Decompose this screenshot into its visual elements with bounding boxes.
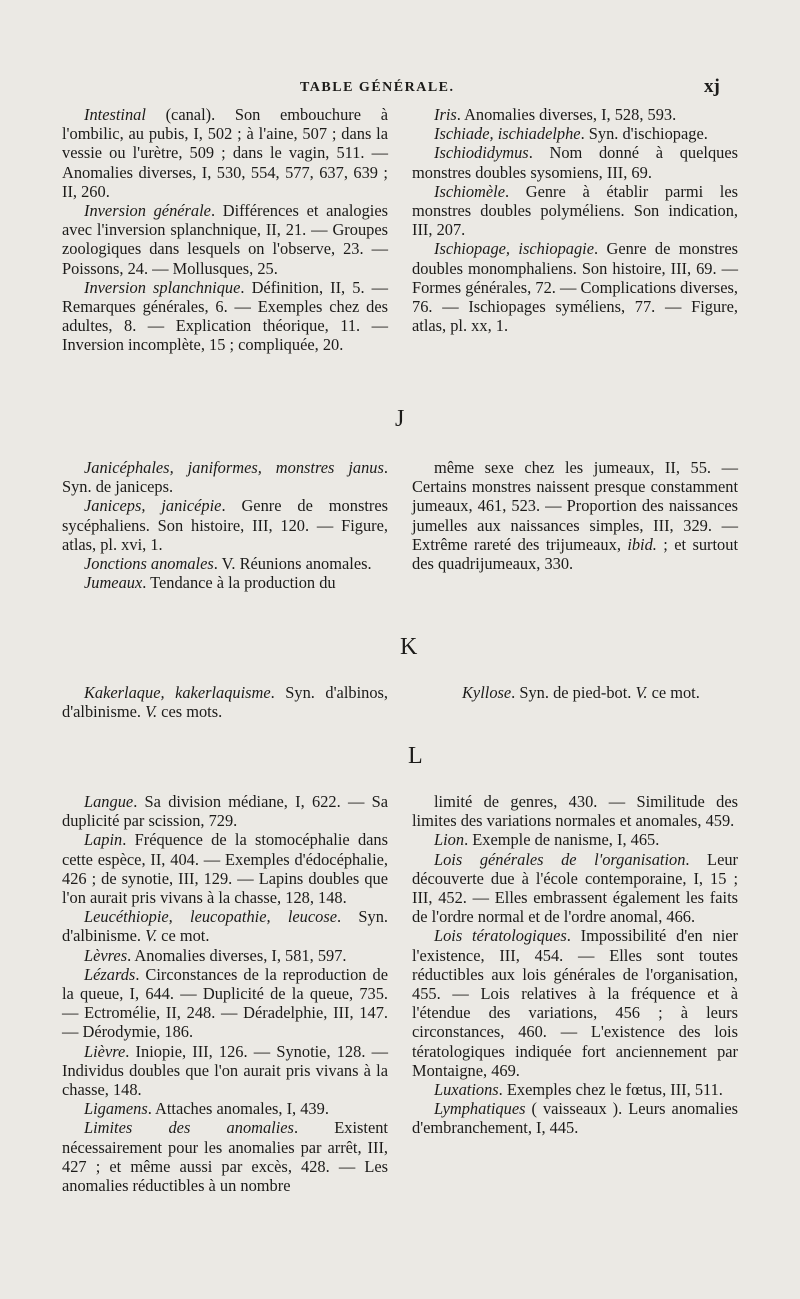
- entry-text: . Attaches anomales, I, 439.: [147, 1099, 329, 1119]
- index-entry: [62, 907, 388, 945]
- index-entry: [412, 1080, 738, 1099]
- index-entry: [62, 496, 388, 554]
- index-entry: [412, 239, 738, 335]
- section-j-left-column: [62, 458, 388, 592]
- entry-text: . Différences et analogies avec l'inversion splanchnique, II, 21. — Groupes zoologiques dans lesquels on l'observe, 23. — Poissons, 24. — Mollusques, 25.: [62, 201, 388, 278]
- index-entry: [412, 830, 738, 849]
- index-entry: [412, 124, 738, 143]
- section-i-right-column: [412, 105, 738, 335]
- entry-text: . Existent nécessairement pour les anomalies par arrêt, III, 427 ; et même aussi par excès, 428. — Les anomalies réductibles à un nombre: [62, 1118, 388, 1196]
- entry-term: V.: [145, 926, 158, 946]
- running-head: [0, 76, 800, 100]
- entry-term: ibid.: [627, 534, 657, 554]
- entry-text: ce mot.: [157, 926, 210, 946]
- entry-text: . Syn. de pied-bot.: [511, 683, 636, 702]
- entry-term: Lois tératologiques: [434, 926, 567, 946]
- entry-term: Lèvres: [84, 945, 128, 965]
- entry-text: . Exemples chez le fœtus, III, 511.: [498, 1080, 723, 1100]
- entry-text: . Iniopie, III, 126. — Synotie, 128. — Individus doubles que l'on aurait pris vivans à la chasse, 148.: [62, 1041, 388, 1100]
- index-entry: [62, 1042, 388, 1100]
- entry-text: . Syn. d'ischiopage.: [580, 124, 708, 144]
- index-entry: [62, 573, 388, 592]
- entry-text: . Circonstances de la reproduction de la queue, I, 644. — Duplicité de la queue, 735. — Ectromélie, II, 248. — Déradelphie, III, 147. — Dérodymie, 186.: [62, 964, 388, 1042]
- entry-text: . Syn. de janiceps.: [62, 458, 388, 497]
- index-entry: [440, 683, 740, 702]
- entry-term: Lois générales de l'organisation: [434, 849, 686, 869]
- entry-text: ce mot.: [647, 683, 700, 702]
- index-entry: [62, 554, 388, 573]
- entry-term: Janiceps, janicépie: [84, 496, 222, 516]
- entry-term: Iris: [434, 105, 457, 124]
- entry-term: Kyllose: [462, 683, 512, 702]
- entry-text: . Fréquence de la stomocéphalie dans cette espèce, II, 404. — Exemples d'édocéphalie, 426 ; de synotie, III, 129. — Lapins doubles que l'on aurait pris vivans à la chasse, 128, 148.: [62, 830, 388, 908]
- index-entry: [412, 792, 738, 830]
- index-entry: [62, 105, 388, 201]
- entry-term: Ischiade, ischiadelphe: [434, 124, 581, 144]
- index-entry: [412, 182, 738, 240]
- entry-text: . Sa division médiane, I, 622. — Sa duplicité par scission, 729.: [62, 792, 388, 831]
- entry-term: Intestinal: [84, 105, 146, 124]
- index-entry: [412, 850, 738, 927]
- entry-text: . Genre à établir parmi les monstres doubles polyméliens. Son indication, III, 207.: [412, 181, 738, 240]
- entry-term: Lapin: [84, 830, 123, 850]
- section-letter-j: J: [395, 406, 405, 432]
- entry-term: Ischiodidymus: [434, 143, 529, 163]
- entry-term: Langue: [84, 792, 134, 811]
- entry-term: Ligamens: [84, 1099, 148, 1119]
- page-number: xj: [704, 76, 720, 97]
- entry-text: . Genre de monstres sycéphaliens. Son histoire, III, 120. — Figure, atlas, pl. xvi, 1.: [62, 496, 388, 554]
- index-entry: [62, 792, 388, 830]
- running-head-title: TABLE GÉNÉRALE.: [300, 80, 455, 95]
- index-entry: [62, 1118, 388, 1195]
- section-i-left-column: [62, 105, 388, 355]
- entry-text: même sexe chez les jumeaux, II, 55. — Certains monstres naissent presque constamment jumeaux, 461, 523. — Proportion des naissances jumelles aux naissances simples, III, 329. — Extrême rareté des trijumeaux,: [412, 458, 738, 554]
- entry-term: Leucéthiopie, leucopathie, leucose: [84, 907, 338, 927]
- entry-text: . Impossibilité d'en nier l'existence, III, 454. — Elles sont toutes réductibles aux lois générales de l'organisation, 455. — Lois relatives à la fréquence et à l'étendue des variations, 456 ; à leurs circonstances, 460. — L'existence des lois tératologiques indiquée fort anciennement par Montaigne, 469.: [412, 926, 738, 1080]
- index-entry: [62, 946, 388, 965]
- entry-term: Ischiopage, ischiopagie: [434, 239, 594, 259]
- entry-term: Janicéphales, janiformes, monstres janus: [84, 458, 384, 477]
- entry-term: Kakerlaque, kakerlaquisme: [84, 683, 271, 702]
- entry-term: Ischiomèle: [434, 181, 505, 201]
- entry-text: . Exemple de nanisme, I, 465.: [464, 830, 660, 850]
- entry-term: Lièvre: [84, 1041, 126, 1061]
- entry-term: Luxations: [434, 1080, 499, 1100]
- entry-term: Lion: [434, 830, 465, 850]
- entry-text: limité de genres, 430. — Similitude des limites des variations normales et anomales, 459.: [412, 792, 738, 831]
- entry-text: . Anomalies diverses, I, 528, 593.: [456, 105, 677, 124]
- entry-term: Jumeaux: [84, 573, 143, 593]
- section-letter-l: L: [408, 743, 423, 769]
- entry-term: V.: [635, 683, 648, 702]
- index-entry: [62, 830, 388, 907]
- entry-term: Lézards: [84, 964, 136, 984]
- index-entry: [62, 278, 388, 355]
- entry-text: ; et surtout des quadrijumeaux, 330.: [412, 534, 738, 574]
- section-l-right-column: [412, 792, 738, 1138]
- entry-term: V.: [145, 702, 158, 722]
- index-entry: [62, 965, 388, 1042]
- index-entry: [62, 458, 388, 496]
- section-j-right-column: [412, 458, 738, 573]
- entry-term: Inversion splanchnique: [84, 277, 241, 297]
- index-entry: [62, 201, 388, 278]
- entry-text: . Anomalies diverses, I, 581, 597.: [127, 945, 347, 965]
- entry-text: . Genre de monstres doubles monomphaliens. Son histoire, III, 69. — Formes générales, 72. — Complications diverses, 76. — Ischiopages syméliens, 77. — Figure, atlas, pl. xx, 1.: [412, 239, 738, 336]
- entry-text: . Syn. d'albinos, d'albinisme.: [62, 683, 388, 722]
- section-k-left-column: [62, 683, 388, 721]
- entry-text: ( vaisseaux ). Leurs anomalies d'embranchement, I, 445.: [412, 1099, 738, 1138]
- index-entry: [412, 926, 738, 1080]
- entry-text: . Tendance à la production du: [142, 573, 336, 593]
- entry-text: . V. Réunions anomales.: [213, 554, 372, 574]
- section-k-right-column: [440, 683, 740, 702]
- entry-text: ces mots.: [157, 702, 223, 722]
- entry-text: . Leur découverte due à l'école contemporaine, I, 15 ; III, 452. — Elles embrassent également les faits de l'ordre normal et de l'ordre anomal, 466.: [412, 849, 738, 927]
- entry-text: . Nom donné à quelques monstres doubles sysomiens, III, 69.: [412, 143, 738, 182]
- index-entry: [412, 458, 738, 573]
- section-letter-k: K: [400, 634, 418, 660]
- index-entry: [412, 105, 738, 124]
- index-entry: [412, 1099, 738, 1137]
- index-entry: [62, 683, 388, 721]
- entry-text: . Syn. d'albinisme.: [62, 907, 388, 946]
- entry-text: . Définition, II, 5. — Remarques générales, 6. — Exemples chez des adultes, 8. — Explication théorique, 11. — Inversion incomplète, 15 ; compliquée, 20.: [62, 277, 389, 355]
- section-l-left-column: [62, 792, 388, 1195]
- index-entry: [62, 1099, 388, 1118]
- entry-text: (canal). Son embouchure à l'ombilic, au pubis, I, 502 ; à l'aine, 507 ; dans la vessie ou l'urètre, 509 ; dans le vagin, 511. — Anomalies diverses, I, 530, 554, 577, 637, 639 ; II, 260.: [62, 105, 388, 201]
- index-entry: [412, 143, 738, 181]
- entry-term: Inversion générale: [84, 201, 211, 221]
- entry-term: Lymphatiques: [434, 1099, 526, 1119]
- entry-term: Limites des anomalies: [84, 1118, 294, 1138]
- entry-term: Jonctions anomales: [84, 554, 214, 574]
